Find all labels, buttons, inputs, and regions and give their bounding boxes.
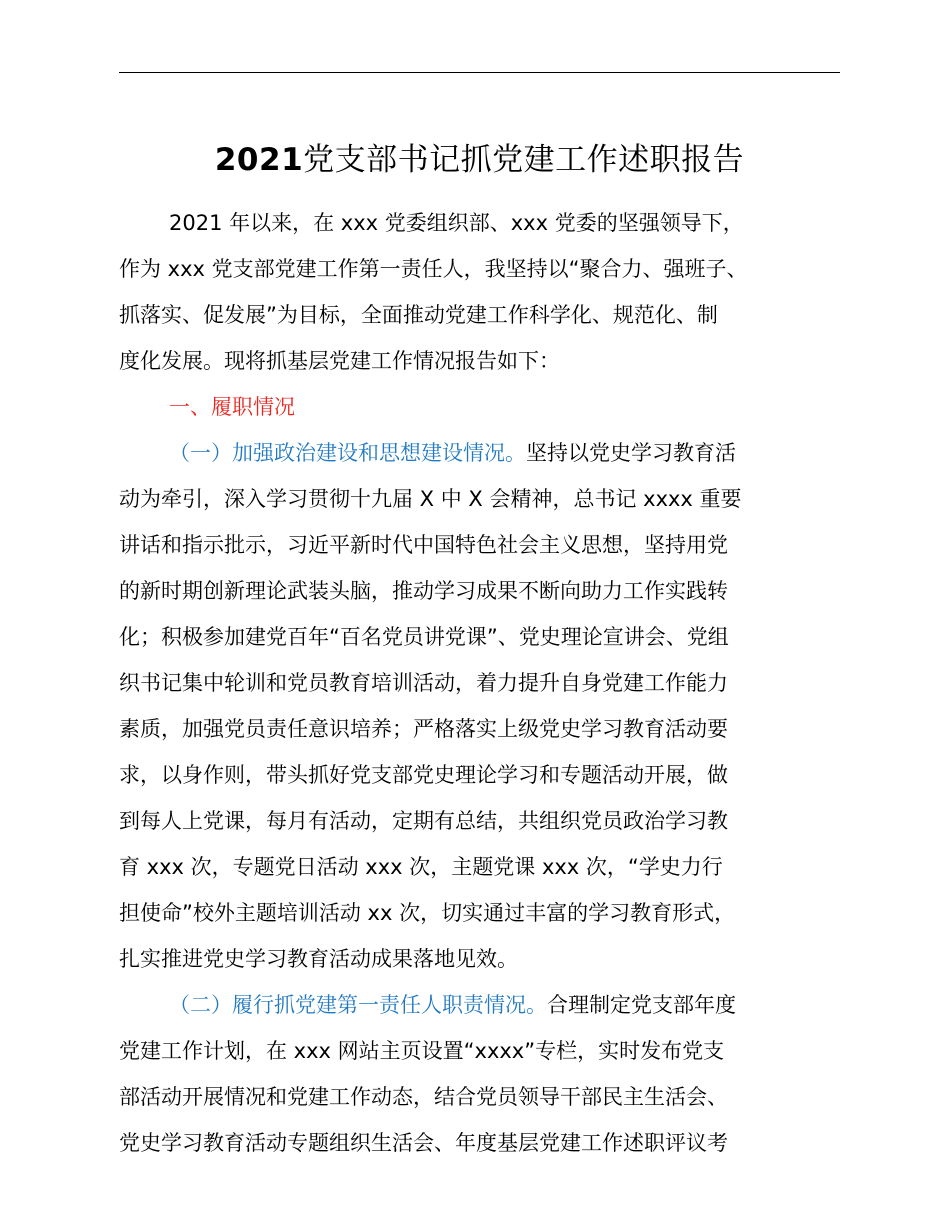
- subsection-first-line: [119, 982, 859, 1028]
- title-text: 党支部书记抓党建工作述职报告: [303, 142, 745, 178]
- paragraph-line: 担使命”校外主题培训活动 xx 次，切实通过丰富的学习教育形式，: [119, 901, 736, 925]
- paragraph-line: 到每人上党课，每月有活动，定期有总结，共组织党员政治学习教: [119, 809, 728, 833]
- document-title: [119, 136, 840, 184]
- intro-line: 2021 年以来，在 xxx 党委组织部、xxx 党委的坚强领导下，: [169, 211, 744, 235]
- paragraph-line: 党史学习教育活动专题组织生活会、年度基层党建工作述职评议考: [119, 1131, 728, 1155]
- paragraph-line: 求，以身作则，带头抓好党支部党史理论学习和专题活动开展，做: [119, 763, 728, 787]
- intro-line: 抓落实、促发展”为目标，全面推动党建工作科学化、规范化、制: [119, 303, 718, 327]
- subsection-heading: （一）加强政治建设和思想建设情况。: [169, 441, 526, 465]
- paragraph-line: 育 xxx 次，专题党日活动 xxx 次，主题党课 xxx 次，“学史力行: [119, 855, 723, 879]
- subsection-heading: （二）履行抓党建第一责任人职责情况。: [169, 993, 547, 1017]
- header-rule: [119, 72, 840, 73]
- title-year: 2021: [214, 142, 304, 178]
- document-body: [119, 200, 859, 1166]
- paragraph-line: 素质，加强党员责任意识培养；严格落实上级党史学习教育活动要: [119, 717, 728, 741]
- paragraph-line: 化；积极参加建党百年“百名党员讲党课”、党史理论宣讲会、党组: [119, 625, 729, 649]
- paragraph-line: 织书记集中轮训和党员教育培训活动，着力提升自身党建工作能力: [119, 671, 728, 695]
- intro-line: 作为 xxx 党支部党建工作第一责任人，我坚持以“聚合力、强班子、: [119, 257, 748, 281]
- paragraph-line: 讲话和指示批示，习近平新时代中国特色社会主义思想，坚持用党: [119, 533, 728, 557]
- paragraph-text: 合理制定党支部年度: [547, 993, 736, 1017]
- subsection-first-line: [119, 430, 859, 476]
- paragraph-line: 党建工作计划，在 xxx 网站主页设置“xxxx”专栏，实时发布党支: [119, 1039, 725, 1063]
- paragraph-line: 的新时期创新理论武装头脑，推动学习成果不断向助力工作实践转: [119, 579, 728, 603]
- paragraph-text: 坚持以党史学习教育活: [526, 441, 736, 465]
- paragraph-line: 扎实推进党史学习教育活动成果落地见效。: [119, 947, 518, 971]
- paragraph-line: 部活动开展情况和党建工作动态，结合党员领导干部民主生活会、: [119, 1085, 728, 1109]
- section-heading: 一、履职情况: [169, 395, 295, 419]
- paragraph-line: 动为牵引，深入学习贯彻十九届 X 中 X 会精神，总书记 xxxx 重要: [119, 487, 742, 511]
- intro-line: 度化发展。现将抓基层党建工作情况报告如下：: [119, 349, 560, 373]
